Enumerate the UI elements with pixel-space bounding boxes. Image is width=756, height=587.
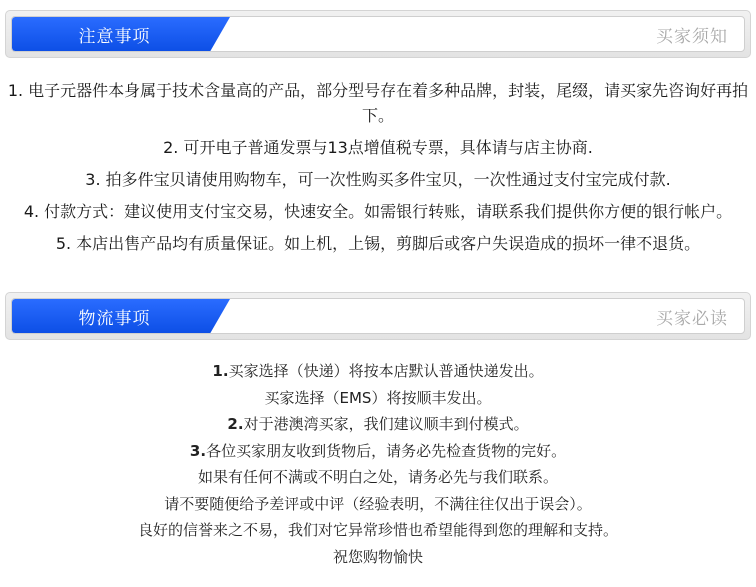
logistics-item-text: 请不要随便给予差评或中评（经验表明，不满往往仅出于误会）。 — [164, 494, 592, 513]
logistics-item-text: 各位买家朋友收到货物后，请务必先检查货物的完好。 — [206, 441, 567, 460]
notice-banner — [5, 10, 751, 58]
notice-item-5: 5. 本店出售产品均有质量保证。如上机，上锡，剪脚后或客户失误造成的损坏一律不退货。 — [55, 234, 701, 253]
notice-banner-inner — [11, 16, 745, 52]
notice-item-2: 2. 可开电子普通发票与13点增值税专票，具体请与店主协商. — [163, 138, 593, 157]
notice-item-3: 3. 拍多件宝贝请使用购物车，可一次性购买多件宝贝，一次性通过支付宝完成付款. — [85, 170, 671, 189]
logistics-item — [0, 411, 756, 438]
notice-item-4: 4. 付款方式：建议使用支付宝交易，快速安全。如需银行转账，请联系我们提供你方便的银行帐户。 — [23, 202, 733, 221]
logistics-banner — [5, 292, 751, 340]
logistics-list — [0, 358, 756, 570]
logistics-item-text: 对于港澳湾买家，我们建议顺丰到付模式。 — [243, 415, 529, 433]
notice-subtitle: 买家须知 — [656, 26, 728, 47]
logistics-title: 物流事项 — [78, 308, 151, 329]
logistics-item — [0, 464, 756, 491]
logistics-item — [0, 438, 756, 465]
logistics-item-number: 2. — [227, 415, 244, 433]
logistics-subtitle: 买家必读 — [656, 308, 728, 329]
logistics-item — [0, 517, 756, 544]
logistics-item — [0, 385, 756, 412]
logistics-item-text: 祝您购物愉快 — [332, 547, 423, 566]
logistics-item — [0, 544, 756, 571]
notice-title: 注意事项 — [78, 26, 151, 47]
logistics-item-number: 1. — [212, 362, 229, 380]
logistics-item-text: 良好的信誉来之不易，我们对它异常珍惜也希望能得到您的理解和支持。 — [137, 521, 618, 539]
logistics-item — [0, 491, 756, 518]
logistics-item-text: 买家选择（EMS）将按顺丰发出。 — [264, 388, 492, 407]
logistics-item-number: 3. — [189, 441, 207, 460]
logistics-item — [0, 358, 756, 385]
logistics-item-text: 如果有任何不满或不明白之处，请务必先与我们联系。 — [197, 468, 558, 486]
notice-item-1: 1. 电子元器件本身属于技术含量高的产品，部分型号存在着多种品牌，封装，尾缀，请买家先咨询好再拍下。 — [7, 81, 749, 125]
logistics-banner-inner — [11, 298, 745, 334]
logistics-item-text: 买家选择（快递）将按本店默认普通快递发出。 — [228, 362, 544, 380]
notice-list — [0, 78, 756, 263]
